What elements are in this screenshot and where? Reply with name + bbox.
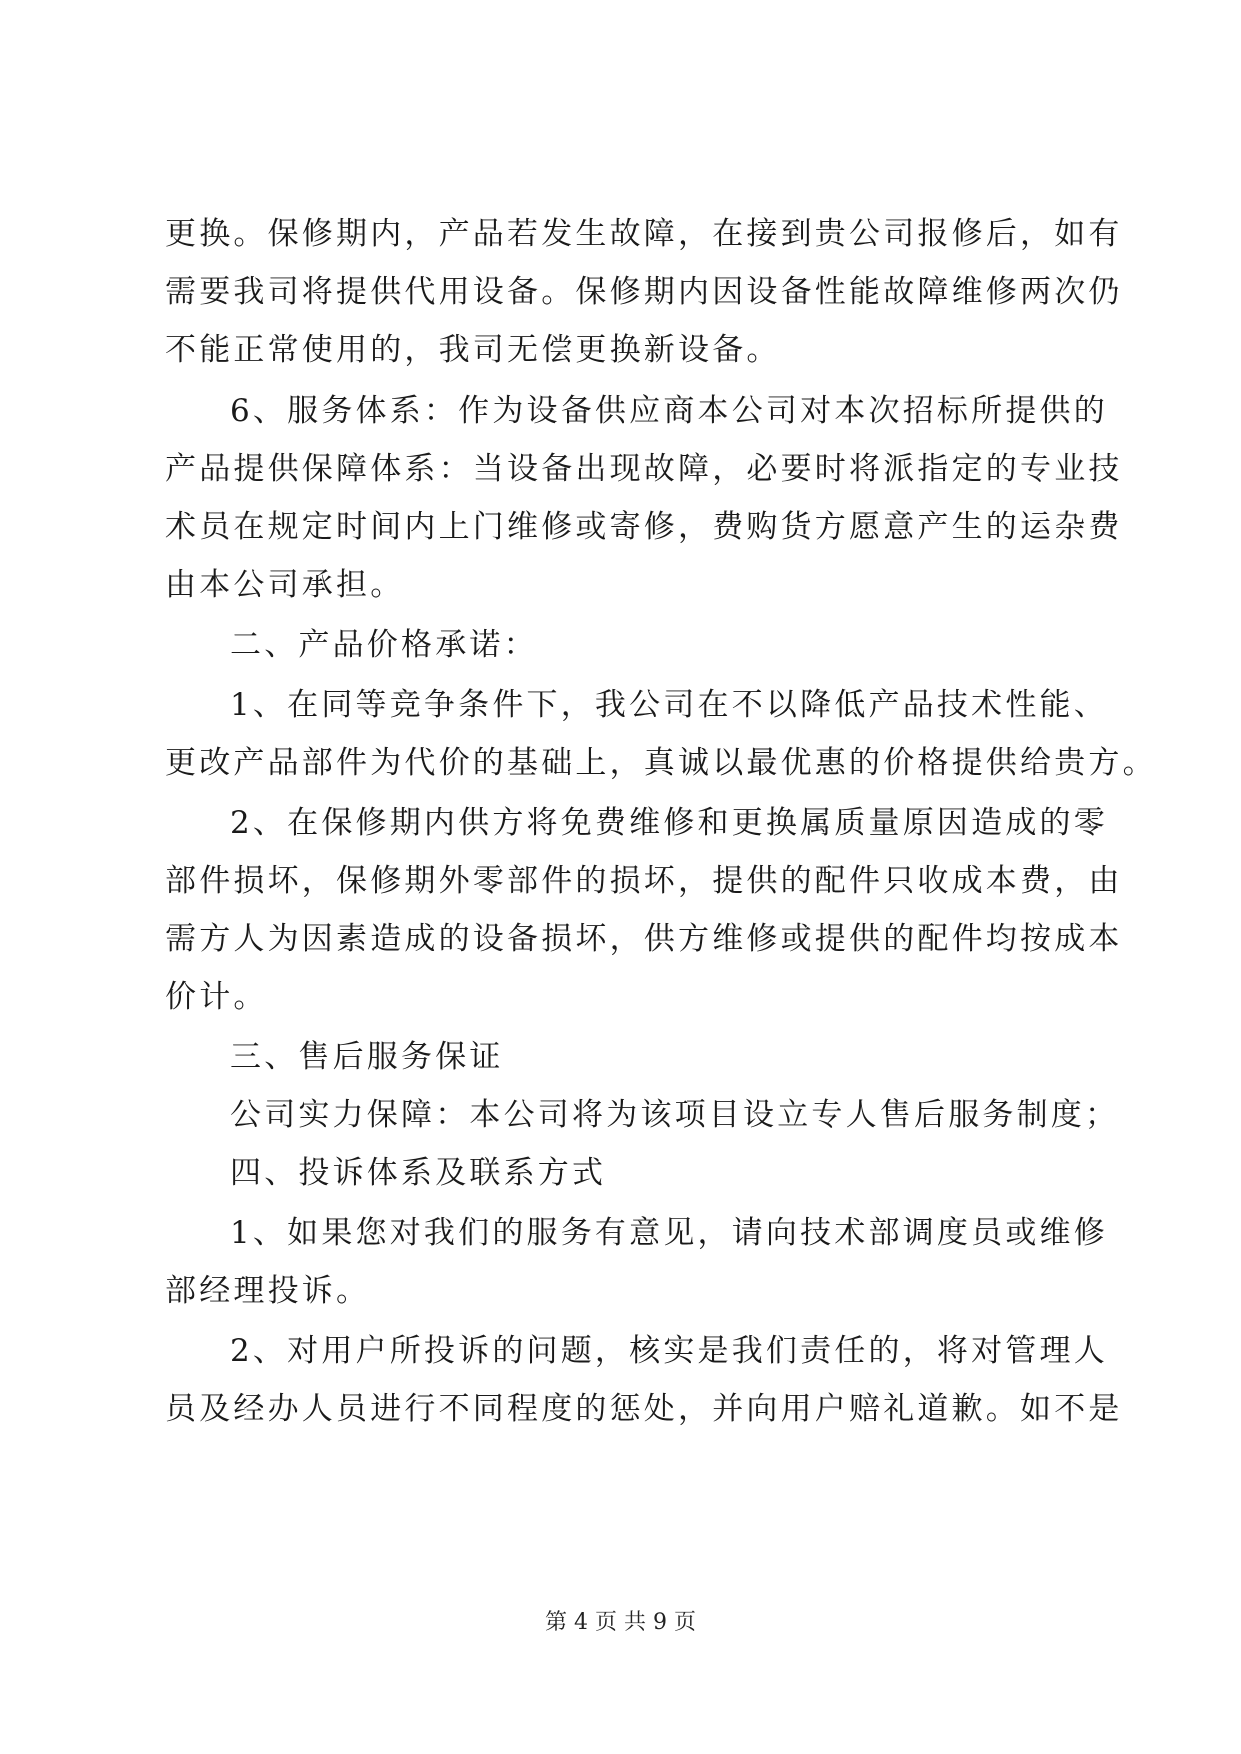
- text-line-11: 2、在保修期内供方将免费维修和更换属质量原因造成的零: [230, 805, 1108, 841]
- text-line-21: 员及经办人员进行不同程度的惩处，并向用户赔礼道歉。如不是: [165, 1391, 1123, 1427]
- text-line-6: 术员在规定时间内上门维修或寄修，费购货方愿意产生的运杂费: [165, 509, 1123, 545]
- text-line-13: 需方人为因素造成的设备损坏，供方维修或提供的配件均按成本: [165, 921, 1123, 957]
- text-line-9: 1、在同等竞争条件下，我公司在不以降低产品技术性能、: [230, 687, 1108, 723]
- text-line-16: 公司实力保障：本公司将为该项目设立专人售后服务制度；: [230, 1097, 1120, 1133]
- text-line-12: 部件损坏，保修期外零部件的损坏，提供的配件只收成本费，由: [165, 863, 1123, 899]
- text-line-2: 需要我司将提供代用设备。保修期内因设备性能故障维修两次仍: [165, 274, 1123, 310]
- section-heading-complaints: 四、投诉体系及联系方式: [230, 1155, 607, 1191]
- text-line-5: 产品提供保障体系：当设备出现故障，必要时将派指定的专业技: [165, 451, 1123, 487]
- section-heading-service: 三、售后服务保证: [230, 1039, 504, 1075]
- section-heading-price: 二、产品价格承诺：: [230, 627, 538, 663]
- text-line-20: 2、对用户所投诉的问题，核实是我们责任的，将对管理人: [230, 1333, 1108, 1369]
- text-line-10: 更改产品部件为代价的基础上，真诚以最优惠的价格提供给贵方。: [165, 745, 1157, 781]
- text-line-1: 更换。保修期内，产品若发生故障，在接到贵公司报修后，如有: [165, 216, 1123, 252]
- text-line-4: 6、服务体系：作为设备供应商本公司对本次招标所提供的: [230, 393, 1108, 429]
- text-line-7: 由本公司承担。: [165, 567, 405, 603]
- text-line-3: 不能正常使用的，我司无偿更换新设备。: [165, 332, 781, 368]
- text-line-14: 价计。: [165, 979, 268, 1015]
- page-number-footer: 第 4 页 共 9 页: [545, 1610, 696, 1635]
- text-line-19: 部经理投诉。: [165, 1273, 371, 1309]
- text-line-18: 1、如果您对我们的服务有意见，请向技术部调度员或维修: [230, 1215, 1108, 1251]
